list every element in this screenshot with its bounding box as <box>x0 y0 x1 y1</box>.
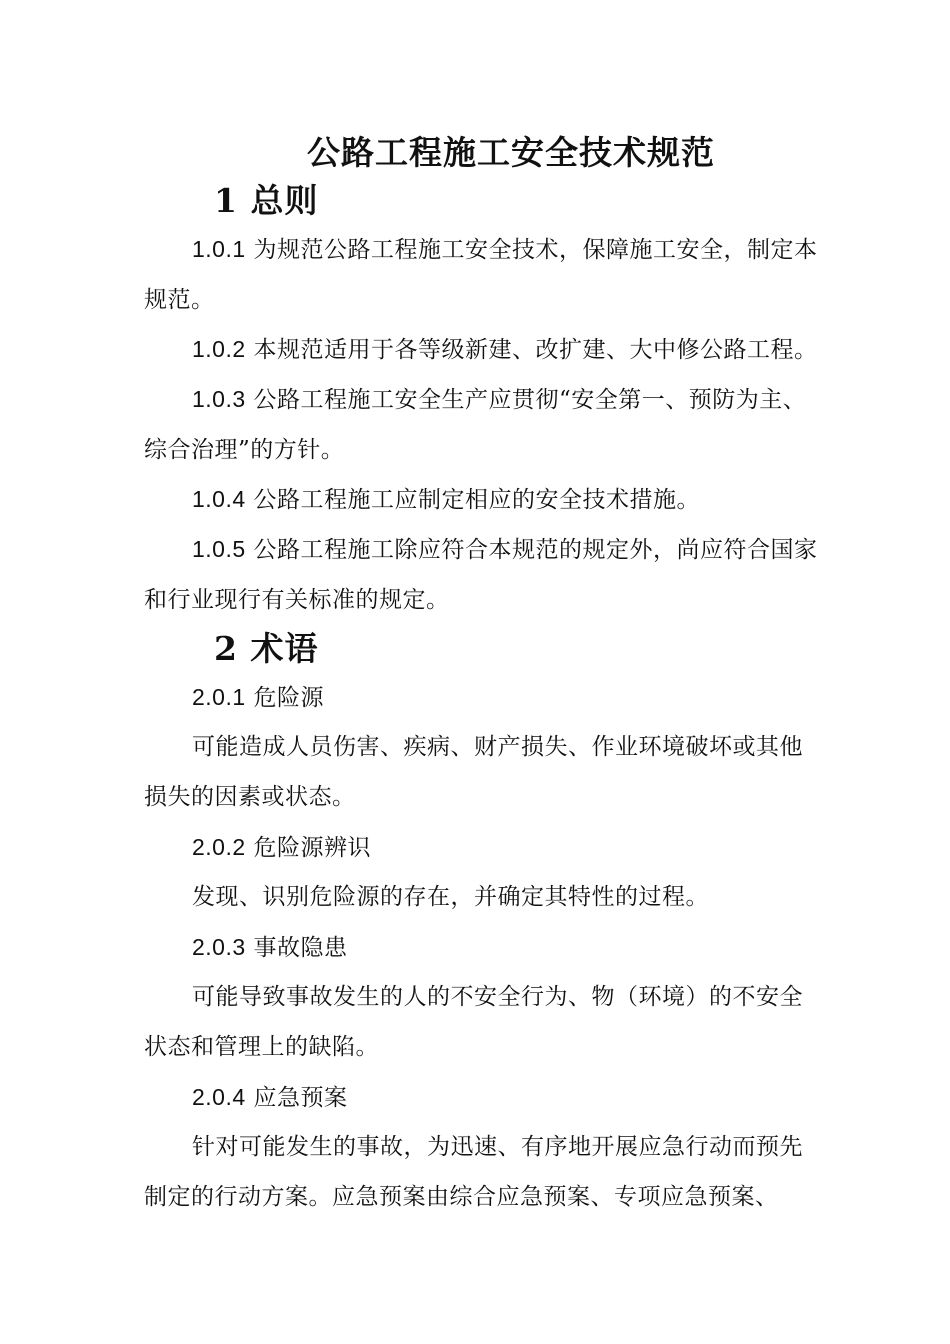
clause-text: 公路工程施工安全生产应贯彻“安全第一、预防为主、综合治理”的方针。 <box>144 387 807 463</box>
term-number: 2.0.2 <box>192 834 246 860</box>
term-name: 危险源 <box>245 685 324 711</box>
clause-text: 为规范公路工程施工安全技术，保障施工安全，制定本规范。 <box>144 237 818 313</box>
term-2-0-2-definition: 发现、识别危险源的存在，并确定其特性的过程。 <box>192 884 709 910</box>
term-2-0-4-definition: 针对可能发生的事故，为迅速、有序地开展应急行动而预先制定的行动方案。应急预案由综合应急预案、专项应急预案、 <box>144 1134 803 1210</box>
term-number: 2.0.1 <box>192 684 246 710</box>
clause-1-0-3 <box>144 374 824 475</box>
term-number: 2.0.4 <box>192 1084 246 1110</box>
clause-text: 本规范适用于各等级新建、改扩建、大中修公路工程。 <box>245 337 818 363</box>
clause-1-0-4 <box>144 474 824 525</box>
clause-number: 1.0.1 <box>192 236 246 262</box>
term-name: 应急预案 <box>245 1085 348 1111</box>
term-2-0-4 <box>144 1072 824 1123</box>
clause-number: 1.0.4 <box>192 486 246 512</box>
term-name: 危险源辨识 <box>245 835 371 861</box>
document-title: 公路工程施工安全技术规范 <box>307 133 715 172</box>
clause-text: 公路工程施工除应符合本规范的规定外，尚应符合国家和行业现行有关标准的规定。 <box>144 537 818 613</box>
term-2-0-1 <box>144 672 824 723</box>
clause-text: 公路工程施工应制定相应的安全技术措施。 <box>245 487 700 513</box>
clause-number: 1.0.5 <box>192 536 246 562</box>
term-2-0-3-definition: 可能导致事故发生的人的不安全行为、物（环境）的不安全状态和管理上的缺陷。 <box>144 984 803 1060</box>
term-2-0-1-definition: 可能造成人员伤害、疾病、财产损失、作业环境破坏或其他损失的因素或状态。 <box>144 734 803 810</box>
term-name: 事故隐患 <box>245 935 348 961</box>
clause-1-0-2 <box>144 324 824 375</box>
clause-1-0-1 <box>144 224 824 325</box>
section-heading-general: 1 总则 <box>214 181 319 220</box>
section-heading-terms: 2 术语 <box>214 629 319 668</box>
term-number: 2.0.3 <box>192 934 246 960</box>
clause-number: 1.0.3 <box>192 386 246 412</box>
clause-1-0-5 <box>144 524 824 625</box>
term-2-0-2 <box>144 822 824 873</box>
term-2-0-3 <box>144 922 824 973</box>
clause-number: 1.0.2 <box>192 336 246 362</box>
